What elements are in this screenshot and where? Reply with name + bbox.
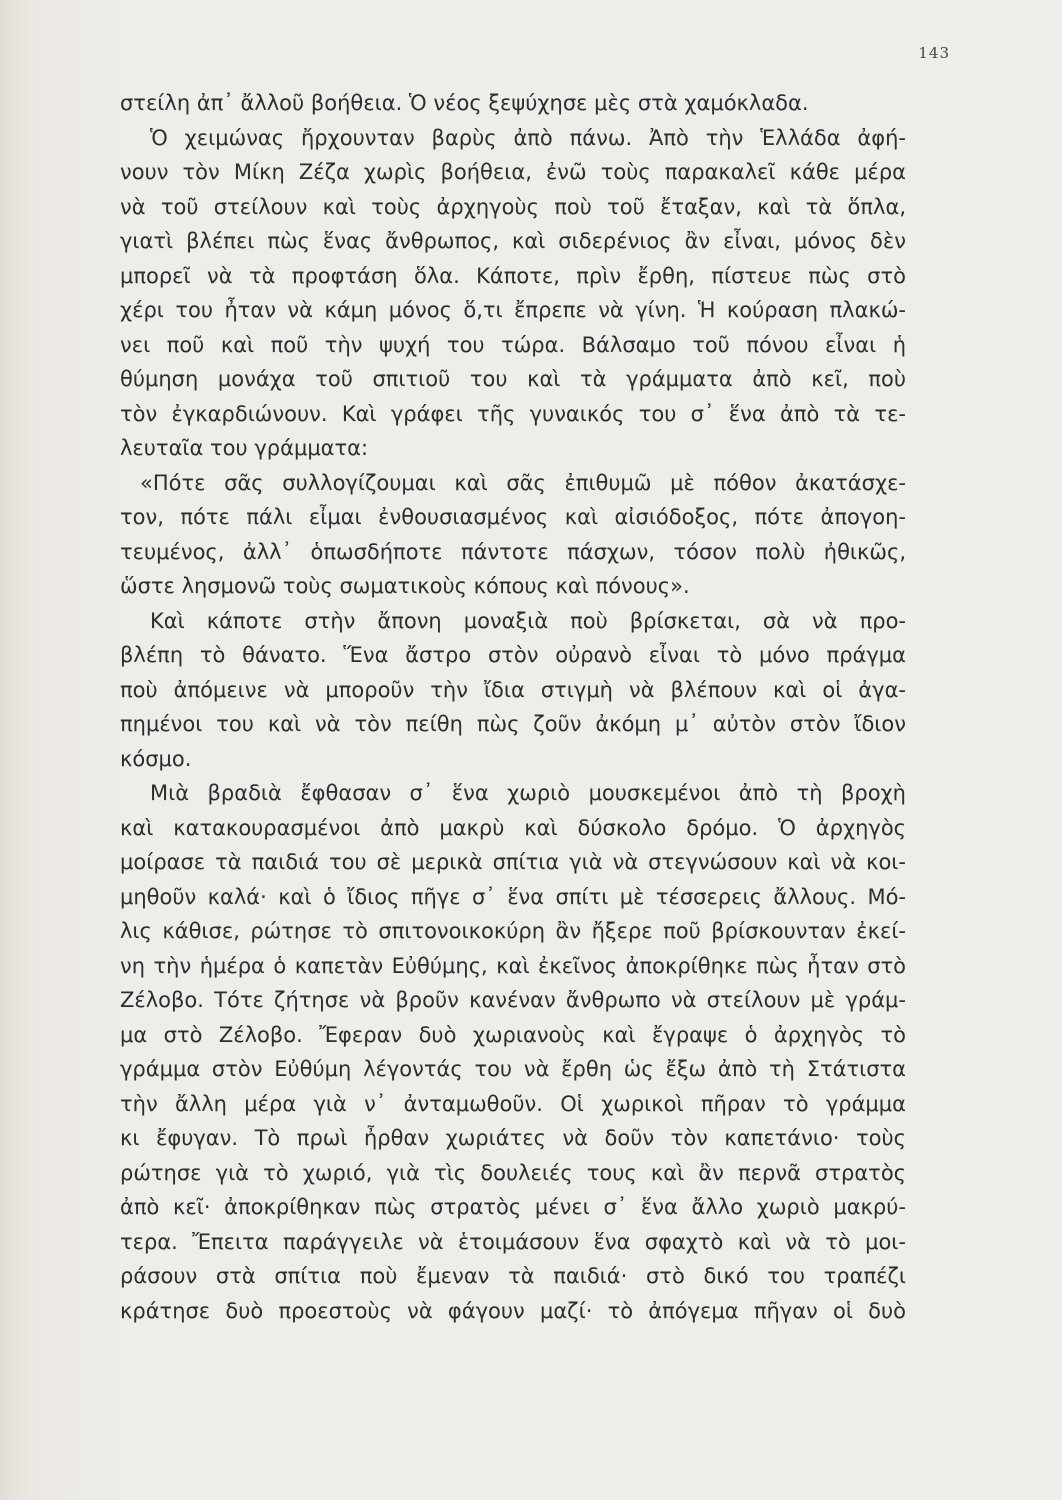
text-line: ἀπὸ κεῖ· ἀποκρίθηκαν πὼς στρατὸς μένει σ᾿ ἕνα ἄλλο χωριὸ μακρύ- xyxy=(120,1195,906,1219)
text-line: καὶ κατακουρασμένοι ἀπὸ μακρὺ καὶ δύσκολο δρόμο. Ὁ ἀρχηγὸς xyxy=(120,815,906,840)
body-text xyxy=(120,86,906,1328)
text-line: κράτησε δυὸ προεστοὺς νὰ φάγουν μαζί· τὸ ἀπόγεμα πῆγαν οἱ δυὸ xyxy=(120,1298,906,1323)
text-line: τερα. Ἔπειτα παράγγειλε νὰ ἑτοιμάσουν ἕνα σφαχτὸ καὶ νὰ τὸ μοι- xyxy=(120,1229,906,1254)
page-number: 143 xyxy=(918,44,950,62)
text-line: μπορεῖ νὰ τὰ προφτάση ὅλα. Κάποτε, πρὶν ἔρθη, πίστευε πὼς στὸ xyxy=(120,263,906,288)
text-line: νει ποῦ καὶ ποῦ τὴν ψυχή του τώρα. Βάλσαμο τοῦ πόνου εἶναι ἡ xyxy=(120,332,906,357)
text-line: τὸν ἐγκαρδιώνουν. Καὶ γράφει τῆς γυναικός του σ᾿ ἕνα ἀπὸ τὰ τε- xyxy=(120,401,906,426)
text-line: νη τὴν ἡμέρα ὁ καπετὰν Εὐθύμης, καὶ ἐκεῖνος ἀποκρίθηκε πὼς ἦταν στὸ xyxy=(120,953,906,978)
text-line: γιατὶ βλέπει πὼς ἕνας ἄνθρωπος, καὶ σιδερένιος ἂν εἶναι, μόνος δὲν xyxy=(120,229,906,253)
text-line: πημένοι του καὶ νὰ τὸν πείθη πὼς ζοῦν ἀκόμη μ᾿ αὐτὸν στὸν ἴδιον xyxy=(120,712,906,736)
text-line: θύμηση μονάχα τοῦ σπιτιοῦ του καὶ τὰ γράμματα ἀπὸ κεῖ, ποὺ xyxy=(120,367,906,391)
text-line: τὴν ἄλλη μέρα γιὰ ν᾿ ἀνταμωθοῦν. Οἱ χωρικοὶ πῆραν τὸ γράμμα xyxy=(120,1091,906,1116)
text-line: κι ἔφυγαν. Τὸ πρωὶ ἦρθαν χωριάτες νὰ δοῦν τὸν καπετάνιο· τοὺς xyxy=(120,1126,906,1150)
text-line: βλέπη τὸ θάνατο. Ἕνα ἄστρο στὸν οὐρανὸ εἶναι τὸ μόνο πράγμα xyxy=(120,643,906,667)
text-line: «Πότε σᾶς συλλογίζουμαι καὶ σᾶς ἐπιθυμῶ μὲ πόθον ἀκατάσχε- xyxy=(140,470,906,495)
text-line: ὥστε λησμονῶ τοὺς σωματικοὺς κόπους καὶ πόνους». xyxy=(120,574,690,598)
text-line: τευμένος, ἀλλ᾿ ὁπωσδήποτε πάντοτε πάσχων, τόσον πολὺ ἠθικῶς, xyxy=(120,539,906,564)
text-line: λις κάθισε, ρώτησε τὸ σπιτονοικοκύρη ἂν ἤξερε ποῦ βρίσκουνταν ἐκεί- xyxy=(120,919,906,943)
text-line: στείλη ἀπ᾿ ἄλλοῦ βοήθεια. Ὁ νέος ξεψύχησε μὲς στὰ χαμόκλαδα. xyxy=(120,91,809,115)
text-line: νὰ τοῦ στείλουν καὶ τοὺς ἀρχηγοὺς ποὺ τοῦ ἔταξαν, καὶ τὰ ὅπλα, xyxy=(120,194,906,219)
text-line: Ζέλοβο. Τότε ζήτησε νὰ βροῦν κανέναν ἄνθρωπο νὰ στείλουν μὲ γράμ- xyxy=(120,988,906,1012)
text-line: κόσμο. xyxy=(120,746,192,771)
text-line: Ὁ χειμώνας ἤρχουνταν βαρὺς ἀπὸ πάνω. Ἀπὸ τὴν Ἑλλάδα ἀφή- xyxy=(150,125,906,150)
text-line: Καὶ κάποτε στὴν ἄπονη μοναξιὰ ποὺ βρίσκεται, σὰ νὰ προ- xyxy=(150,608,906,633)
text-line: χέρι του ἦταν νὰ κάμη μόνος ὅ,τι ἔπρεπε νὰ γίνη. Ἡ κούραση πλακώ- xyxy=(120,298,906,322)
text-line: τον, πότε πάλι εἶμαι ἐνθουσιασμένος καὶ αἰσιόδοξος, πότε ἀπογοη- xyxy=(120,505,906,529)
text-line: μα στὸ Ζέλοβο. Ἔφεραν δυὸ χωριανοὺς καὶ ἔγραψε ὁ ἀρχηγὸς τὸ xyxy=(120,1022,906,1047)
text-line: μοίρασε τὰ παιδιά του σὲ μερικὰ σπίτια γιὰ νὰ στεγνώσουν καὶ νὰ κοι- xyxy=(120,850,906,874)
text-line: Μιὰ βραδιὰ ἔφθασαν σ᾿ ἕνα χωριὸ μουσκεμένοι ἀπὸ τὴ βροχὴ xyxy=(150,781,906,805)
text-line: γράμμα στὸν Εὐθύμη λέγοντάς του νὰ ἔρθη ὡς ἔξω ἀπὸ τὴ Στάτιστα xyxy=(120,1057,906,1081)
text-line: νουν τὸν Μίκη Ζέζα χωρὶς βοήθεια, ἐνῶ τοὺς παρακαλεῖ κάθε μέρα xyxy=(120,160,906,184)
text-line: λευταῖα του γράμματα: xyxy=(120,436,369,460)
text-line: ρώτησε γιὰ τὸ χωριό, γιὰ τὶς δουλειές τους καὶ ἂν περνᾶ στρατὸς xyxy=(120,1160,906,1185)
text-line: μηθοῦν καλά· καὶ ὁ ἴδιος πῆγε σ᾿ ἕνα σπίτι μὲ τέσσερεις ἄλλους. Μό- xyxy=(120,884,906,909)
text-line: ποὺ ἀπόμεινε νὰ μποροῦν τὴν ἴδια στιγμὴ νὰ βλέπουν καὶ οἱ ἀγα- xyxy=(120,677,906,702)
text-line: ράσουν στὰ σπίτια ποὺ ἔμεναν τὰ παιδιά· στὸ δικό του τραπέζι xyxy=(120,1264,906,1288)
